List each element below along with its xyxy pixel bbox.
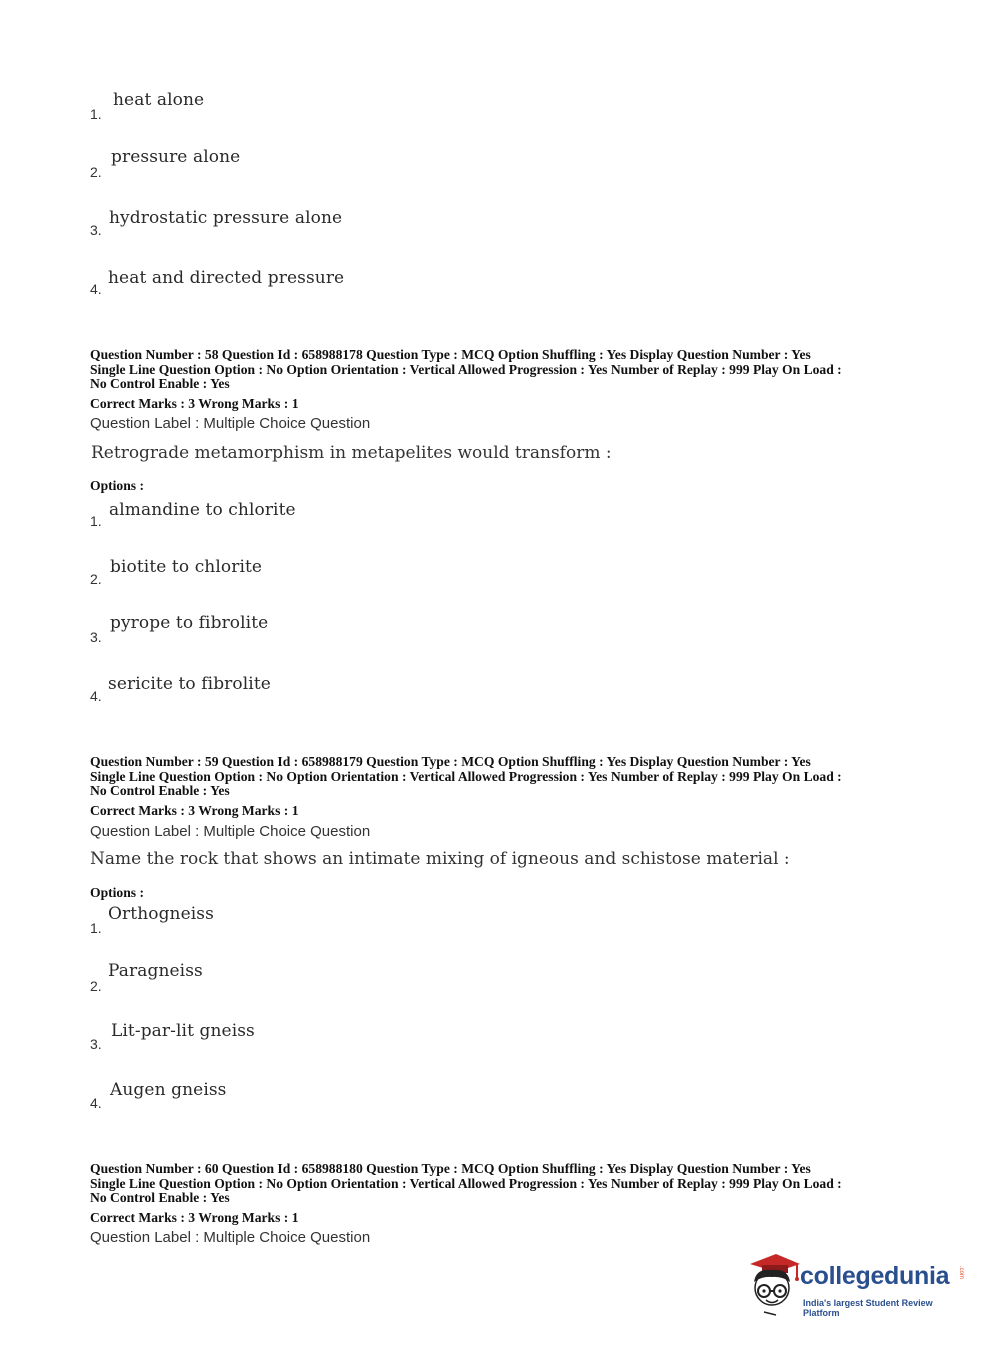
option-number: 3. [90,222,102,238]
option-text: pyrope to fibrolite [110,613,269,633]
option-text: Orthogneiss [108,904,214,924]
question-meta [90,348,920,392]
options-heading: Options : [90,478,145,493]
option-text: almandine to chlorite [109,500,296,520]
option-text: Lit-par-lit gneiss [111,1021,255,1041]
marks: Correct Marks : 3 Wrong Marks : 1 [90,803,299,818]
option-text: pressure alone [111,147,241,167]
question-text: Retrograde metamorphism in metapelites would transform : [91,443,612,463]
brand-suffix: .com [958,1266,964,1280]
option-text: heat and directed pressure [108,268,345,288]
option-number: 4. [90,281,102,297]
option-text: sericite to fibrolite [108,674,271,694]
meta-line: Single Line Question Option : No Option Orientation : Vertical Allowed Progression : Yes Number of Replay : 999 Play On Load : [90,768,842,784]
meta-line: Single Line Question Option : No Option Orientation : Vertical Allowed Progression : Yes Number of Replay : 999 Play On Load : [90,1175,842,1191]
option-number: 3. [90,1036,102,1052]
meta-line: No Control Enable : Yes [90,783,230,798]
option-number: 1. [90,920,102,936]
meta-line: No Control Enable : Yes [90,1190,230,1205]
brand-tagline: India's largest Student Review Platform [803,1298,933,1318]
option-number: 4. [90,688,102,704]
question-label: Question Label : Multiple Choice Question [90,415,371,432]
option-number: 2. [90,978,102,994]
meta-line: Single Line Question Option : No Option Orientation : Vertical Allowed Progression : Yes Number of Replay : 999 Play On Load : [90,361,842,377]
option-text: Paragneiss [108,961,203,981]
marks: Correct Marks : 3 Wrong Marks : 1 [90,1210,299,1225]
meta-line: Question Number : 60 Question Id : 658988180 Question Type : MCQ Option Shuffling : Yes Display Question Number : Yes [90,1161,811,1176]
option-number: 1. [90,106,102,122]
question-text: Name the rock that shows an intimate mixing of igneous and schistose material : [90,849,790,869]
option-text: Augen gneiss [110,1080,227,1100]
question-meta [90,1162,920,1206]
options-heading: Options : [90,885,145,900]
collegedunia-logo [742,1250,970,1320]
marks: Correct Marks : 3 Wrong Marks : 1 [90,396,299,411]
option-text: biotite to chlorite [110,557,263,577]
meta-line: No Control Enable : Yes [90,376,230,391]
brand-name: collegedunia [800,1262,950,1290]
option-number: 1. [90,513,102,529]
option-number: 2. [90,571,102,587]
option-number: 3. [90,629,102,645]
option-text: hydrostatic pressure alone [109,208,343,228]
mascot-icon [742,1250,802,1318]
meta-line: Question Number : 59 Question Id : 658988179 Question Type : MCQ Option Shuffling : Yes Display Question Number : Yes [90,754,811,769]
question-label: Question Label : Multiple Choice Question [90,823,371,840]
option-number: 4. [90,1095,102,1111]
meta-line: Question Number : 58 Question Id : 658988178 Question Type : MCQ Option Shuffling : Yes Display Question Number : Yes [90,347,811,362]
question-meta [90,755,920,799]
option-number: 2. [90,164,102,180]
option-text: heat alone [113,90,205,110]
question-label: Question Label : Multiple Choice Question [90,1229,371,1246]
